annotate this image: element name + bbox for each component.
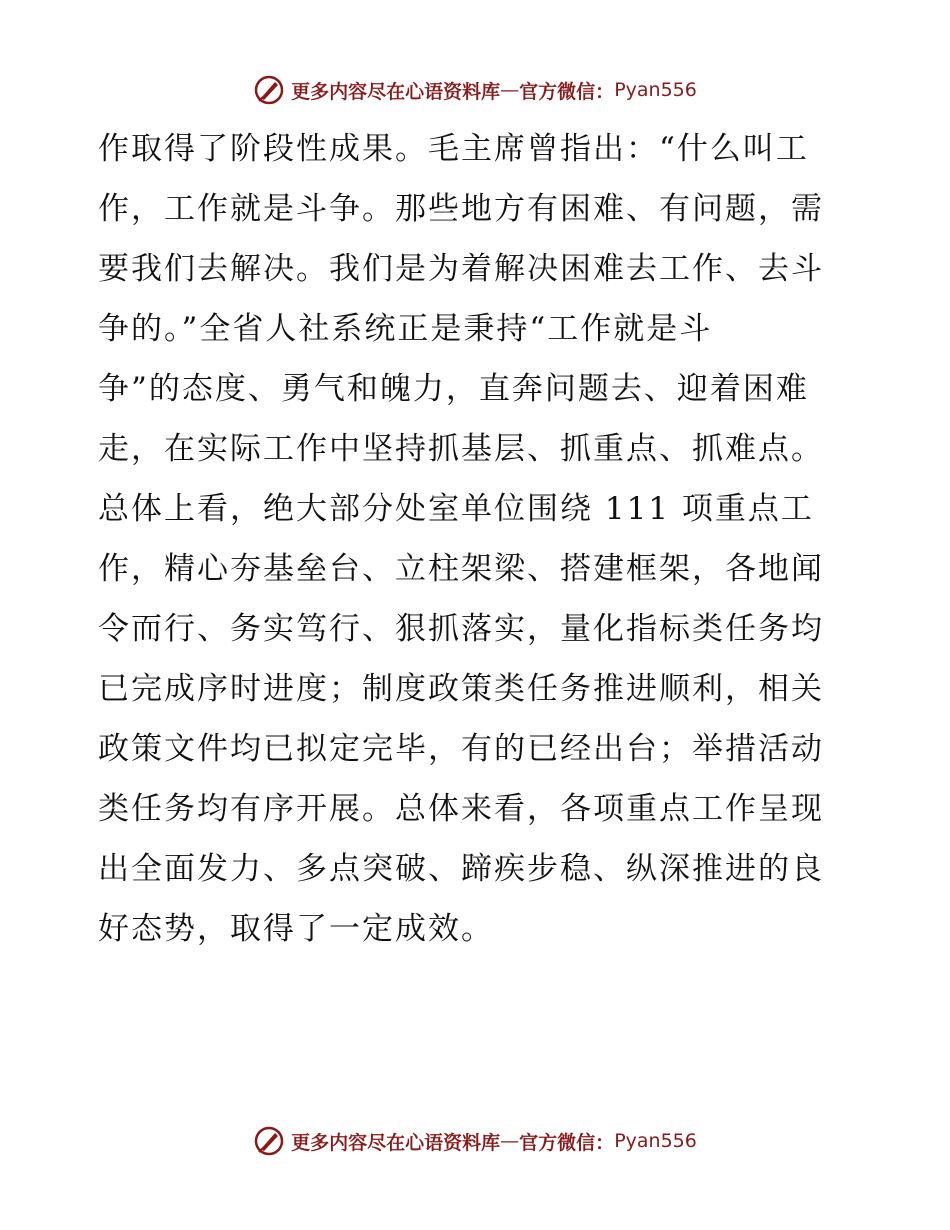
watermark-dash: — [500, 1130, 520, 1152]
footer-watermark [0, 1121, 950, 1161]
watermark-wechat-id: Pyan556 [614, 79, 697, 101]
body-line: 类任务均有序开展。总体来看，各项重点工作呈现 [98, 791, 824, 827]
quill-pen-logo-icon [253, 1125, 285, 1157]
body-line: 走，在实际工作中坚持抓基层、抓重点、抓难点。 [98, 431, 824, 467]
body-line: 作，工作就是斗争。那些地方有困难、有问题，需 [98, 191, 824, 227]
body-line: 政策文件均已拟定完毕，有的已经出台；举措活动 [98, 731, 824, 767]
body-line: 争的。”全省人社系统正是秉持“工作就是斗 [98, 311, 713, 347]
watermark-main-text: 更多内容尽在心语资料库 [291, 80, 501, 103]
body-line: 令而行、务实笃行、狠抓落实，量化指标类任务均 [98, 611, 824, 647]
body-line: 作取得了阶段性成果。毛主席曾指出：“什么叫工 [98, 131, 809, 167]
body-line: 出全面发力、多点突破、蹄疾步稳、纵深推进的良 [98, 851, 824, 887]
document-body [98, 119, 858, 959]
watermark-label: 官方微信： [519, 1131, 615, 1154]
body-line: 已完成序时进度；制度政策类任务推进顺利，相关 [98, 671, 824, 707]
body-line: 争”的态度、勇气和魄力，直奔问题去、迎着困难 [98, 371, 809, 407]
header-watermark [0, 70, 950, 110]
watermark-wechat-id: Pyan556 [614, 1130, 697, 1152]
body-line: 总体上看，绝大部分处室单位围绕 111 项重点工 [98, 491, 814, 527]
quill-pen-logo-icon [253, 74, 285, 106]
body-line: 要我们去解决。我们是为着解决困难去工作、去斗 [98, 251, 824, 287]
body-line: 作，精心夯基垒台、立柱架梁、搭建框架，各地闻 [98, 551, 824, 587]
body-line: 好态势，取得了一定成效。 [98, 911, 494, 947]
watermark-main-text: 更多内容尽在心语资料库 [291, 1131, 501, 1154]
watermark-dash: — [500, 79, 520, 101]
watermark-label: 官方微信： [519, 80, 615, 103]
